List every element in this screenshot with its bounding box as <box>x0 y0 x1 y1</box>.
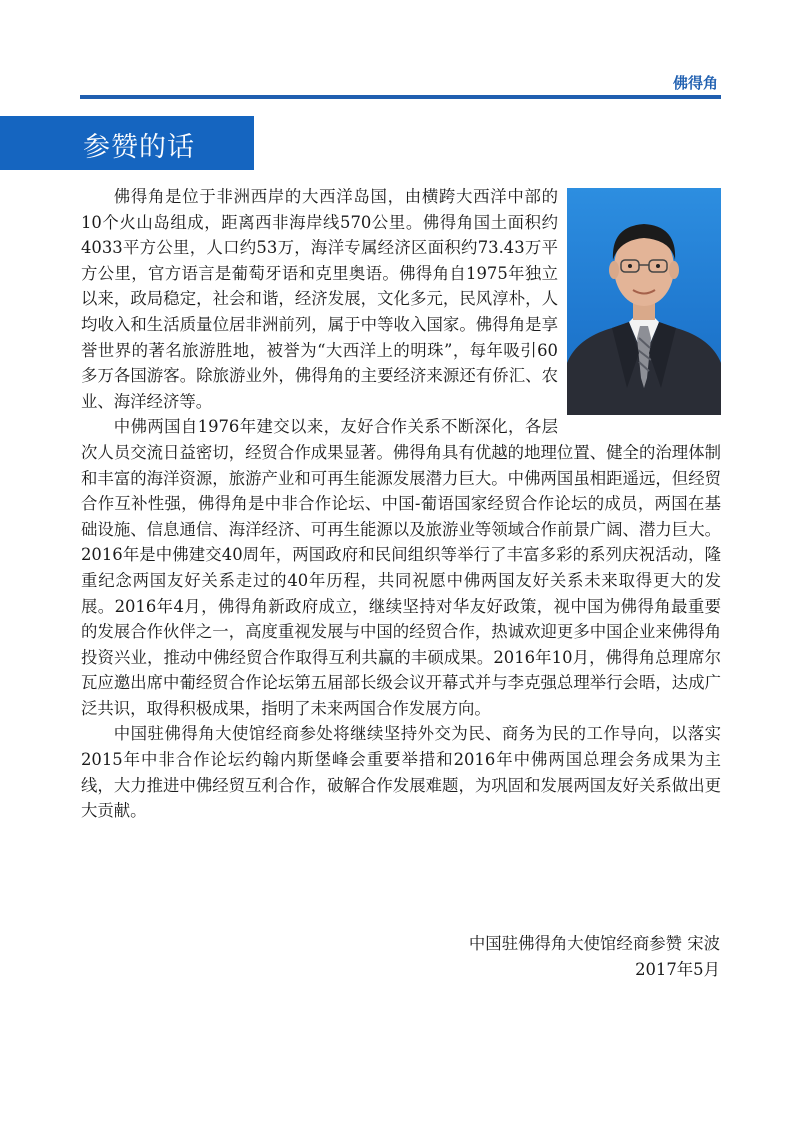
signature-author: 中国驻佛得角大使馆经商参赞 宋波 <box>468 934 720 953</box>
paragraph-1: 佛得角是位于非洲西岸的大西洋岛国，由横跨大西洋中部的10个火山岛组成，距离西非海岸线570公里。佛得角国土面积约4033平方公里，人口约53万，海洋专属经济区面积约73.43万平方公里，官方语言是葡萄牙语和克里奥语。佛得角自1975年独立以来，政局稳定，社会和谐，经济发展，文化多元，民风淳朴，人均收入和生活质量位居非洲前列，属于中等收入国家。佛得角是享誉世界的著名旅游胜地，被誉为“大西洋上的明珠”，每年吸引60多万各国游客。除旅游业外，佛得角的主要经济来源还有侨汇、农业、海洋经济等。 <box>81 187 558 411</box>
header-divider <box>80 95 721 99</box>
section-title-band <box>0 116 254 170</box>
paragraph-2: 中佛两国自1976年建交以来，友好合作关系不断深化，各层次人员交流日益密切，经贸合作成果显著。佛得角具有优越的地理位置、健全的治理体制和丰富的海洋资源，旅游产业和可再生能源发展潜力巨大。中佛两国虽相距遥远，但经贸合作互补性强，佛得角是中非合作论坛、中国-葡语国家经贸合作论坛的成员，两国在基础设施、信息通信、海洋经济、可再生能源以及旅游业等领域合作前景广阔、潜力巨大。2016年是中佛建交40周年，两国政府和民间组织等举行了丰富多彩的系列庆祝活动，隆重纪念两国友好关系走过的40年历程，共同祝愿中佛两国友好关系未来取得更大的发展。2016年4月，佛得角新政府成立，继续坚持对华友好政策，视中国为佛得角最重要的发展合作伙伴之一，高度重视发展与中国的经贸合作，热诚欢迎更多中国企业来佛得角投资兴业，推动中佛经贸合作取得互利共赢的丰硕成果。2016年10月，佛得角总理席尔瓦应邀出席中葡经贸合作论坛第五届部长级会议开幕式并与李克强总理举行会晤，达成广泛共识，取得积极成果，指明了未来两国合作发展方向。 <box>81 417 721 718</box>
article-body <box>81 184 721 824</box>
paragraph-3: 中国驻佛得角大使馆经商参处将继续坚持外交为民、商务为民的工作导向，以落实2015年中非合作论坛约翰内斯堡峰会重要举措和2016年中佛两国总理会务成果为主线，大力推进中佛经贸互利合作，破解合作发展难题，为巩固和发展两国友好关系做出更大贡献。 <box>81 724 721 821</box>
running-header: 佛得角 <box>672 74 718 92</box>
signature-block <box>469 931 720 982</box>
photo-float-spacer <box>558 184 721 418</box>
signature-date: 2017年5月 <box>635 959 720 979</box>
section-title: 参赞的话 <box>83 132 195 163</box>
